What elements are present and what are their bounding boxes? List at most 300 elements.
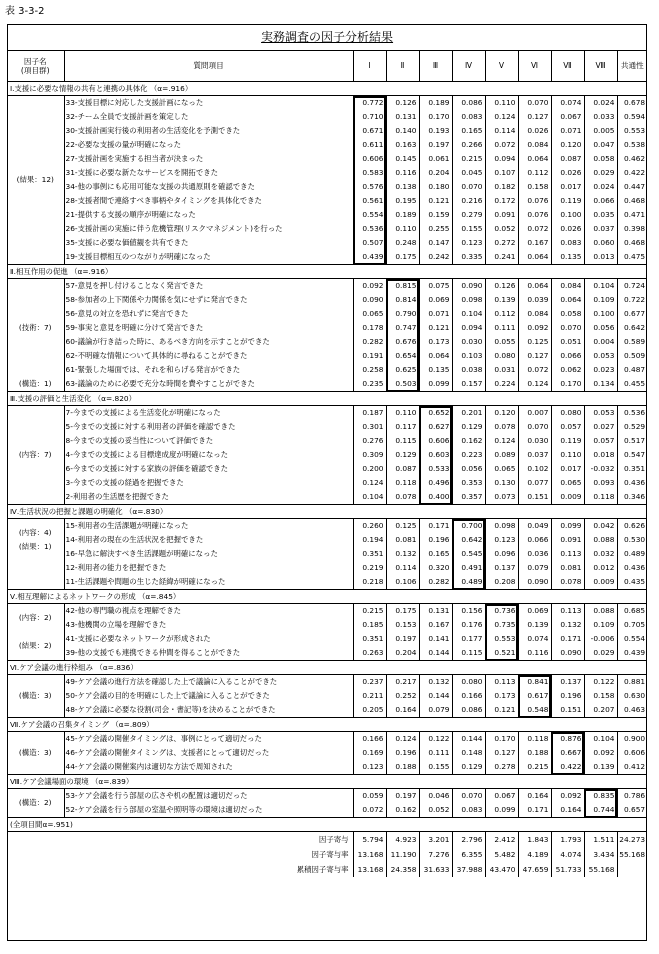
loading-value: 0.084: [551, 279, 584, 294]
loading-value: 0.070: [518, 420, 551, 434]
loading-value: 0.119: [551, 194, 584, 208]
loading-value: 0.091: [485, 208, 518, 222]
table-row: [7, 24, 647, 51]
loading-value: 0.125: [386, 519, 419, 534]
summary-value: 13.168: [353, 862, 386, 877]
loading-value: 0.076: [518, 194, 551, 208]
question-text: 62-不明確な情報について具体的に尋ねることができた: [64, 349, 353, 363]
table-row: [7, 476, 647, 490]
loading-value: -0.006: [584, 632, 617, 646]
loading-value: 0.170: [419, 110, 452, 124]
loading-value: 0.071: [419, 307, 452, 321]
loading-value: 0.144: [419, 646, 452, 661]
question-text: 50-ケア会議の目的を明確にした上で議論に入ることができた: [64, 689, 353, 703]
table-row: [7, 236, 647, 250]
summary-value: 1.511: [584, 832, 617, 848]
table-row: [7, 208, 647, 222]
loading-value: 0.197: [419, 138, 452, 152]
communality-value: 0.468: [617, 194, 647, 208]
loading-value: 0.086: [452, 703, 485, 718]
loading-value: 0.129: [452, 420, 485, 434]
loading-value: 0.309: [353, 448, 386, 462]
question-text: 61-緊張した場面では、それを和らげる発言ができた: [64, 363, 353, 377]
loading-value: 0.134: [584, 377, 617, 392]
loading-value: 0.197: [386, 632, 419, 646]
group-label: (結果：12): [7, 96, 64, 265]
question-text: 7-今までの支援による生活変化が明確になった: [64, 406, 353, 421]
loading-value: 0.072: [353, 803, 386, 818]
communality-value: 0.435: [617, 575, 647, 590]
table-row: [7, 847, 647, 862]
loading-value: 0.072: [485, 138, 518, 152]
factor-analysis-table: [7, 24, 647, 877]
loading-value: 0.066: [551, 349, 584, 363]
loading-value: 0.071: [551, 124, 584, 138]
loading-value: 0.065: [551, 476, 584, 490]
loading-value: 0.138: [386, 180, 419, 194]
loading-value: 0.196: [551, 689, 584, 703]
loading-value: 0.521: [485, 646, 518, 661]
loading-value: 0.057: [584, 434, 617, 448]
communality-value: 0.475: [617, 250, 647, 265]
loading-value: 0.118: [584, 490, 617, 505]
loading-value: 0.561: [353, 194, 386, 208]
loading-value: 0.320: [419, 561, 452, 575]
table-row: [7, 152, 647, 166]
loading-value: 0.084: [518, 307, 551, 321]
loading-value: 0.064: [419, 349, 452, 363]
loading-value: 0.158: [584, 689, 617, 703]
loading-value: 0.124: [485, 110, 518, 124]
loading-value: 0.023: [584, 363, 617, 377]
loading-value: 0.272: [485, 236, 518, 250]
table-row: [7, 689, 647, 703]
loading-value: 0.013: [584, 250, 617, 265]
header-factor-1: Ⅰ: [353, 51, 386, 82]
table-row: [7, 803, 647, 818]
loading-value: 0.037: [518, 448, 551, 462]
loading-value: 0.066: [518, 533, 551, 547]
loading-value: 0.215: [452, 152, 485, 166]
loading-value: 0.642: [452, 533, 485, 547]
question-text: 42-他の専門職の視点を理解できた: [64, 604, 353, 619]
communality-value: 0.705: [617, 618, 647, 632]
loading-value: 0.278: [485, 760, 518, 775]
loading-value: 0.122: [419, 732, 452, 747]
loading-value: 0.115: [386, 434, 419, 448]
question-text: 48-ケア会議に必要な役割(司会・書記等)を決めることができた: [64, 703, 353, 718]
loading-value: 0.089: [485, 448, 518, 462]
loading-value: 0.790: [386, 307, 419, 321]
loading-value: 0.139: [485, 293, 518, 307]
loading-value: 0.335: [452, 250, 485, 265]
loading-value: 0.122: [584, 675, 617, 690]
table-row: [7, 222, 647, 236]
loading-value: 0.009: [551, 490, 584, 505]
loading-value: 0.155: [419, 760, 452, 775]
loading-value: 0.126: [386, 96, 419, 111]
loading-value: 0.110: [485, 96, 518, 111]
question-text: 33-支援目標に対応した支援計画になった: [64, 96, 353, 111]
question-text: 49-ケア会議の進行方法を確認した上で議論に入ることができた: [64, 675, 353, 690]
communality-value: 0.346: [617, 490, 647, 505]
question-text: 28-支援者間で連絡すべき事柄やタイミングを具体化できた: [64, 194, 353, 208]
loading-value: 0.124: [518, 377, 551, 392]
loading-value: 0.700: [452, 519, 485, 534]
loading-value: 0.736: [485, 604, 518, 619]
loading-value: 0.087: [551, 152, 584, 166]
loading-value: 0.065: [485, 462, 518, 476]
table-row: [7, 51, 647, 82]
loading-value: 0.503: [386, 377, 419, 392]
loading-value: 0.119: [551, 434, 584, 448]
header-factor-5: Ⅴ: [485, 51, 518, 82]
question-text: 8-今までの支援の妥当性について評価できた: [64, 434, 353, 448]
loading-value: 0.208: [485, 575, 518, 590]
loading-value: 0.171: [518, 803, 551, 818]
loading-value: 0.087: [386, 462, 419, 476]
loading-value: 0.026: [518, 124, 551, 138]
loading-value: 0.676: [386, 335, 419, 349]
loading-value: 0.814: [386, 293, 419, 307]
question-text: 31-支援に必要な新たなサービスを開拓できた: [64, 166, 353, 180]
loading-value: 0.114: [485, 124, 518, 138]
loading-value: 0.153: [386, 618, 419, 632]
loading-value: 0.110: [386, 222, 419, 236]
caption: 表 3-3-2: [5, 6, 45, 17]
group-label-empty: [7, 561, 64, 575]
summary-value: 3.201: [419, 832, 452, 848]
loading-value: 0.026: [551, 166, 584, 180]
question-text: 39-他の支援でも連携できる仲間を得ることができた: [64, 646, 353, 661]
loading-value: 0.118: [518, 732, 551, 747]
loading-value: 0.603: [419, 448, 452, 462]
loading-value: 0.051: [551, 335, 584, 349]
section-header: [7, 392, 647, 406]
loading-value: 0.112: [518, 166, 551, 180]
loading-value: 0.204: [386, 646, 419, 661]
loading-value: 0.053: [584, 406, 617, 421]
loading-value: 0.282: [419, 575, 452, 590]
loading-value: 0.080: [485, 349, 518, 363]
loading-value: 0.124: [386, 732, 419, 747]
summary-value: 24.358: [386, 862, 419, 877]
question-text: 45-ケア会議の開催タイミングは、事例にとって適切だった: [64, 732, 353, 747]
section-header: [7, 590, 647, 604]
loading-value: 0.196: [419, 533, 452, 547]
loading-value: 0.144: [419, 689, 452, 703]
loading-value: 0.422: [551, 760, 584, 775]
loading-value: 0.052: [485, 222, 518, 236]
loading-value: 0.058: [584, 152, 617, 166]
loading-value: 0.536: [353, 222, 386, 236]
communality-value: 0.412: [617, 760, 647, 775]
header-factor-7: Ⅶ: [551, 51, 584, 82]
communality-value: 0.553: [617, 124, 647, 138]
loading-value: 0.102: [518, 462, 551, 476]
section-header: [7, 718, 647, 732]
summary-value: 11.190: [386, 847, 419, 862]
loading-value: 0.055: [485, 335, 518, 349]
question-text: 22-必要な支援の量が明確になった: [64, 138, 353, 152]
communality-value: 0.786: [617, 789, 647, 804]
loading-value: 0.037: [584, 222, 617, 236]
loading-value: 0.112: [485, 307, 518, 321]
loading-value: 0.078: [551, 575, 584, 590]
communality-value: 0.529: [617, 420, 647, 434]
summary-value: 37.988: [452, 862, 485, 877]
table-row: [7, 760, 647, 775]
loading-value: 0.017: [551, 462, 584, 476]
loading-value: 0.127: [518, 110, 551, 124]
loading-value: 0.026: [551, 222, 584, 236]
loading-value: 0.201: [452, 406, 485, 421]
loading-value: 0.120: [551, 138, 584, 152]
loading-value: 0.496: [419, 476, 452, 490]
header-factor-6: Ⅵ: [518, 51, 551, 82]
loading-value: 0.400: [419, 490, 452, 505]
loading-value: 0.193: [419, 124, 452, 138]
loading-value: 0.351: [353, 632, 386, 646]
summary-value: 3.434: [584, 847, 617, 862]
table-row: [7, 575, 647, 590]
loading-value: 0.216: [452, 194, 485, 208]
communality-value: 0.677: [617, 307, 647, 321]
loading-value: 0.042: [584, 519, 617, 534]
loading-value: 0.189: [419, 96, 452, 111]
loading-value: 0.211: [353, 689, 386, 703]
loading-value: 0.171: [551, 632, 584, 646]
loading-value: 0.127: [518, 349, 551, 363]
communality-value: 0.881: [617, 675, 647, 690]
loading-value: 0.223: [452, 448, 485, 462]
loading-value: 0.491: [452, 561, 485, 575]
table-row: [7, 832, 647, 848]
summary-value: 31.633: [419, 862, 452, 877]
table-row: [7, 307, 647, 321]
loading-value: 0.165: [419, 547, 452, 561]
table-row: [7, 349, 647, 363]
loading-value: 0.126: [485, 279, 518, 294]
loading-value: 0.098: [452, 293, 485, 307]
loading-value: 0.129: [386, 448, 419, 462]
summary-value: 6.355: [452, 847, 485, 862]
loading-value: 0.163: [386, 138, 419, 152]
loading-value: 0.064: [518, 279, 551, 294]
loading-value: 0.090: [551, 646, 584, 661]
loading-value: 0.125: [518, 335, 551, 349]
loading-value: 0.248: [386, 236, 419, 250]
loading-value: 0.194: [353, 533, 386, 547]
communality-value: 0.398: [617, 222, 647, 236]
loading-value: 0.241: [485, 250, 518, 265]
loading-value: 0.038: [452, 363, 485, 377]
question-text: 56-意見の対立を恐れずに発言できた: [64, 307, 353, 321]
loading-value: 0.835: [584, 789, 617, 804]
communality-value: 0.724: [617, 279, 647, 294]
loading-value: 0.018: [584, 448, 617, 462]
section-title: Ⅷ.ケア会議場面の環境 （α=.839）: [7, 775, 647, 789]
loading-value: 0.554: [353, 208, 386, 222]
loading-value: 0.100: [584, 307, 617, 321]
table-row: [7, 462, 647, 476]
loading-value: 0.099: [485, 803, 518, 818]
communality-value: 0.554: [617, 632, 647, 646]
communality-value: 0.517: [617, 434, 647, 448]
summary-label: 因子寄与: [7, 832, 353, 848]
question-text: 46-ケア会議の開催タイミングは、支援者にとって適切だった: [64, 746, 353, 760]
loading-value: 0.039: [518, 293, 551, 307]
loading-value: 0.053: [584, 349, 617, 363]
loading-value: 0.357: [452, 490, 485, 505]
header-communality: 共通性: [617, 51, 647, 82]
loading-value: 0.121: [419, 321, 452, 335]
loading-value: 0.009: [584, 575, 617, 590]
table-title-text: 実務調査の因子分析結果: [261, 30, 394, 44]
loading-value: 0.012: [584, 561, 617, 575]
loading-value: 0.167: [419, 618, 452, 632]
loading-value: 0.100: [551, 208, 584, 222]
loading-value: 0.165: [452, 124, 485, 138]
header-factor-2: Ⅱ: [386, 51, 419, 82]
loading-value: 0.162: [452, 434, 485, 448]
loading-value: 0.545: [452, 547, 485, 561]
question-text: 52-ケア会議を行う部屋の室温や照明等の環境は適切だった: [64, 803, 353, 818]
loading-value: 0.069: [419, 293, 452, 307]
communality-value: 0.657: [617, 803, 647, 818]
summary-value: 4.189: [518, 847, 551, 862]
loading-value: 0.139: [518, 618, 551, 632]
communality-value: 0.630: [617, 689, 647, 703]
table-row: [7, 703, 647, 718]
loading-value: 0.182: [485, 180, 518, 194]
question-text: 4-今までの支援による目標達成度が明確になった: [64, 448, 353, 462]
summary-value: 4.074: [551, 847, 584, 862]
loading-value: 0.710: [353, 110, 386, 124]
loading-value: 0.064: [518, 250, 551, 265]
table-row: [7, 377, 647, 392]
loading-value: 0.076: [518, 208, 551, 222]
question-text: 11-生活課題や問題の生じた経緯が明確になった: [64, 575, 353, 590]
loading-value: 0.141: [419, 632, 452, 646]
table-row: [7, 533, 647, 547]
loading-value: 0.052: [419, 803, 452, 818]
table-row: [7, 519, 647, 534]
loading-value: 0.353: [452, 476, 485, 490]
group-label: (内容：4) (結果：1): [7, 519, 64, 562]
loading-value: 0.092: [584, 746, 617, 760]
loading-value: 0.207: [584, 703, 617, 718]
loading-value: 0.029: [584, 646, 617, 661]
loading-value: 0.094: [452, 321, 485, 335]
loading-value: 0.115: [452, 646, 485, 661]
loading-value: 0.029: [584, 166, 617, 180]
table-row: [7, 96, 647, 111]
loading-value: 0.083: [551, 236, 584, 250]
communality-value: 0.538: [617, 138, 647, 152]
loading-value: -0.032: [584, 462, 617, 476]
table-row: [7, 420, 647, 434]
table-row: [7, 293, 647, 307]
loading-value: 0.237: [353, 675, 386, 690]
loading-value: 0.024: [584, 96, 617, 111]
question-text: 44-ケア会議の開催案内は適切な方法で周知された: [64, 760, 353, 775]
loading-value: 0.159: [419, 208, 452, 222]
loading-value: 0.176: [452, 618, 485, 632]
group-label: (内容：7): [7, 406, 64, 505]
loading-value: 0.157: [452, 377, 485, 392]
table-row: [7, 862, 647, 877]
table-row: [7, 434, 647, 448]
loading-value: 0.151: [518, 490, 551, 505]
loading-value: 0.129: [452, 760, 485, 775]
table-row: [7, 166, 647, 180]
loading-value: 0.090: [518, 575, 551, 590]
loading-value: 0.185: [353, 618, 386, 632]
loading-value: 0.120: [485, 406, 518, 421]
loading-value: 0.098: [485, 519, 518, 534]
question-text: 53-ケア会議を行う部屋の広さや机の配置は適切だった: [64, 789, 353, 804]
header-factor-name: 因子名 (項目群): [7, 51, 64, 82]
loading-value: 0.124: [485, 434, 518, 448]
loading-value: 0.439: [353, 250, 386, 265]
communality-value: 0.678: [617, 96, 647, 111]
table-row: [7, 789, 647, 804]
loading-value: 0.175: [386, 250, 419, 265]
loading-value: 0.583: [353, 166, 386, 180]
loading-value: 0.217: [386, 675, 419, 690]
communality-value: 0.606: [617, 746, 647, 760]
table-row: [7, 250, 647, 265]
loading-value: 0.158: [518, 180, 551, 194]
question-text: 14-利用者の現在の生活状況を把握できた: [64, 533, 353, 547]
communality-value: 0.439: [617, 646, 647, 661]
loading-value: 0.282: [353, 335, 386, 349]
loading-value: 0.255: [419, 222, 452, 236]
loading-value: 0.035: [584, 208, 617, 222]
section-title: Ⅳ.生活状況の把握と課題の明確化 （α=.830）: [7, 505, 647, 519]
loading-value: 0.059: [353, 789, 386, 804]
loading-value: 0.617: [518, 689, 551, 703]
communality-value: 0.626: [617, 519, 647, 534]
loading-value: 0.075: [419, 279, 452, 294]
overall-alpha: (全項目間α=.951): [7, 818, 647, 832]
loading-value: 0.279: [452, 208, 485, 222]
loading-value: 0.188: [386, 760, 419, 775]
loading-value: 0.507: [353, 236, 386, 250]
loading-value: 0.124: [353, 476, 386, 490]
table-row: [7, 279, 647, 294]
loading-value: 0.106: [386, 575, 419, 590]
loading-value: 0.066: [584, 194, 617, 208]
question-text: 27-支援計画を実施する担当者が決まった: [64, 152, 353, 166]
loading-value: 0.148: [452, 746, 485, 760]
loading-value: 0.140: [386, 124, 419, 138]
loading-value: 0.092: [518, 321, 551, 335]
loading-value: 0.548: [518, 703, 551, 718]
loading-value: 0.533: [419, 462, 452, 476]
loading-value: 0.056: [452, 462, 485, 476]
loading-value: 0.072: [518, 363, 551, 377]
loading-value: 0.074: [518, 632, 551, 646]
question-text: 2-利用者の生活歴を把握できた: [64, 490, 353, 505]
loading-value: 0.258: [353, 363, 386, 377]
loading-value: 0.072: [518, 222, 551, 236]
summary-value: 13.168: [353, 847, 386, 862]
loading-value: 0.078: [386, 490, 419, 505]
loading-value: 0.070: [518, 96, 551, 111]
section-header: [7, 505, 647, 519]
